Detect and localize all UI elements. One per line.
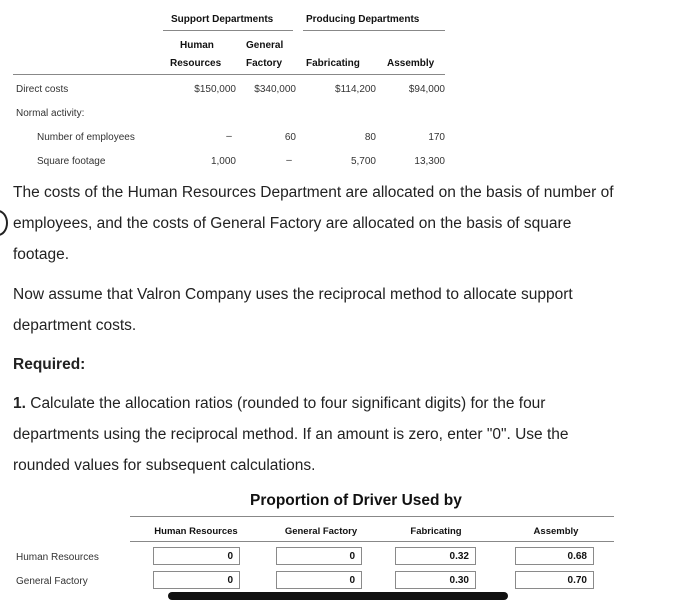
direct-costs-asm: $94,000 [408,84,445,95]
grid-header-assembly: Assembly [533,526,579,537]
paragraph-reciprocal-line1: Now assume that Valron Company uses the reciprocal method to allocate support [13,286,573,303]
gf-to-fabricating-input[interactable]: 0.30 [395,571,476,589]
square-footage-label: Square footage [37,156,106,167]
producing-header-rule [303,30,445,31]
direct-costs-hr: $150,000 [194,84,236,95]
grid-header-general-factory: General Factory [284,526,358,537]
square-footage-asm: 13,300 [414,156,445,167]
grid-header-human-resources: Human Resources [154,526,238,537]
hr-to-hr-input[interactable]: 0 [153,547,240,565]
gf-to-gf-input[interactable]: 0 [276,571,362,589]
normal-activity-label: Normal activity: [16,108,85,119]
employees-fab: 80 [364,132,376,143]
gf-header-line1: General [246,40,284,51]
paragraph-allocation-line1: The costs of the Human Resources Department are allocated on the basis of number of [13,184,614,201]
hr-to-assembly-input[interactable]: 0.68 [515,547,594,565]
employees-hr: – [226,131,232,142]
hr-header-line2: Resources [170,58,222,69]
employees-asm: 170 [428,132,445,143]
grid-row-label-general-factory: General Factory [16,576,88,587]
question-1-line2: departments using the reciprocal method. If an amount is zero, enter "0". Use the [13,426,569,443]
square-footage-gf: – [286,155,292,166]
required-heading: Required: [13,356,86,373]
direct-costs-label: Direct costs [16,84,69,95]
hr-to-gf-input[interactable]: 0 [276,547,362,565]
grid-header-fabricating: Fabricating [410,526,462,537]
employees-label: Number of employees [37,132,135,143]
question-1-line3: rounded values for subsequent calculations. [13,457,316,474]
question-1-line1 [13,388,545,419]
support-departments-header: Support Departments [171,14,274,25]
question-1-text: Calculate the allocation ratios (rounded to four significant digits) for the four [25,395,546,412]
hr-header-line1: Human [180,40,214,51]
question-1-number: 1. [13,395,26,412]
grid-title-rule [130,516,614,517]
header-bottom-rule [13,74,445,75]
direct-costs-gf: $340,000 [254,84,296,95]
grid-title: Proportion of Driver Used by [250,492,462,509]
direct-costs-fab: $114,200 [335,84,376,95]
producing-departments-header: Producing Departments [306,14,420,25]
fabricating-header: Fabricating [306,58,360,69]
gf-to-assembly-input[interactable]: 0.70 [515,571,594,589]
hr-to-fabricating-input[interactable]: 0.32 [395,547,476,565]
assembly-header: Assembly [387,58,435,69]
horizontal-scrollbar[interactable] [168,592,508,600]
grid-row-label-human-resources: Human Resources [16,552,99,563]
support-header-rule [163,30,293,31]
paragraph-allocation-line2: employees, and the costs of General Factory are allocated on the basis of square [13,215,572,232]
square-footage-hr: 1,000 [210,156,236,167]
paragraph-reciprocal-line2: department costs. [13,317,137,334]
paragraph-allocation-line3: footage. [13,246,70,263]
edge-circle-decoration [0,210,8,236]
employees-gf: 60 [284,132,296,143]
gf-header-line2: Factory [246,58,283,69]
square-footage-fab: 5,700 [350,156,376,167]
grid-header-rule [130,541,614,542]
gf-to-hr-input[interactable]: 0 [153,571,240,589]
